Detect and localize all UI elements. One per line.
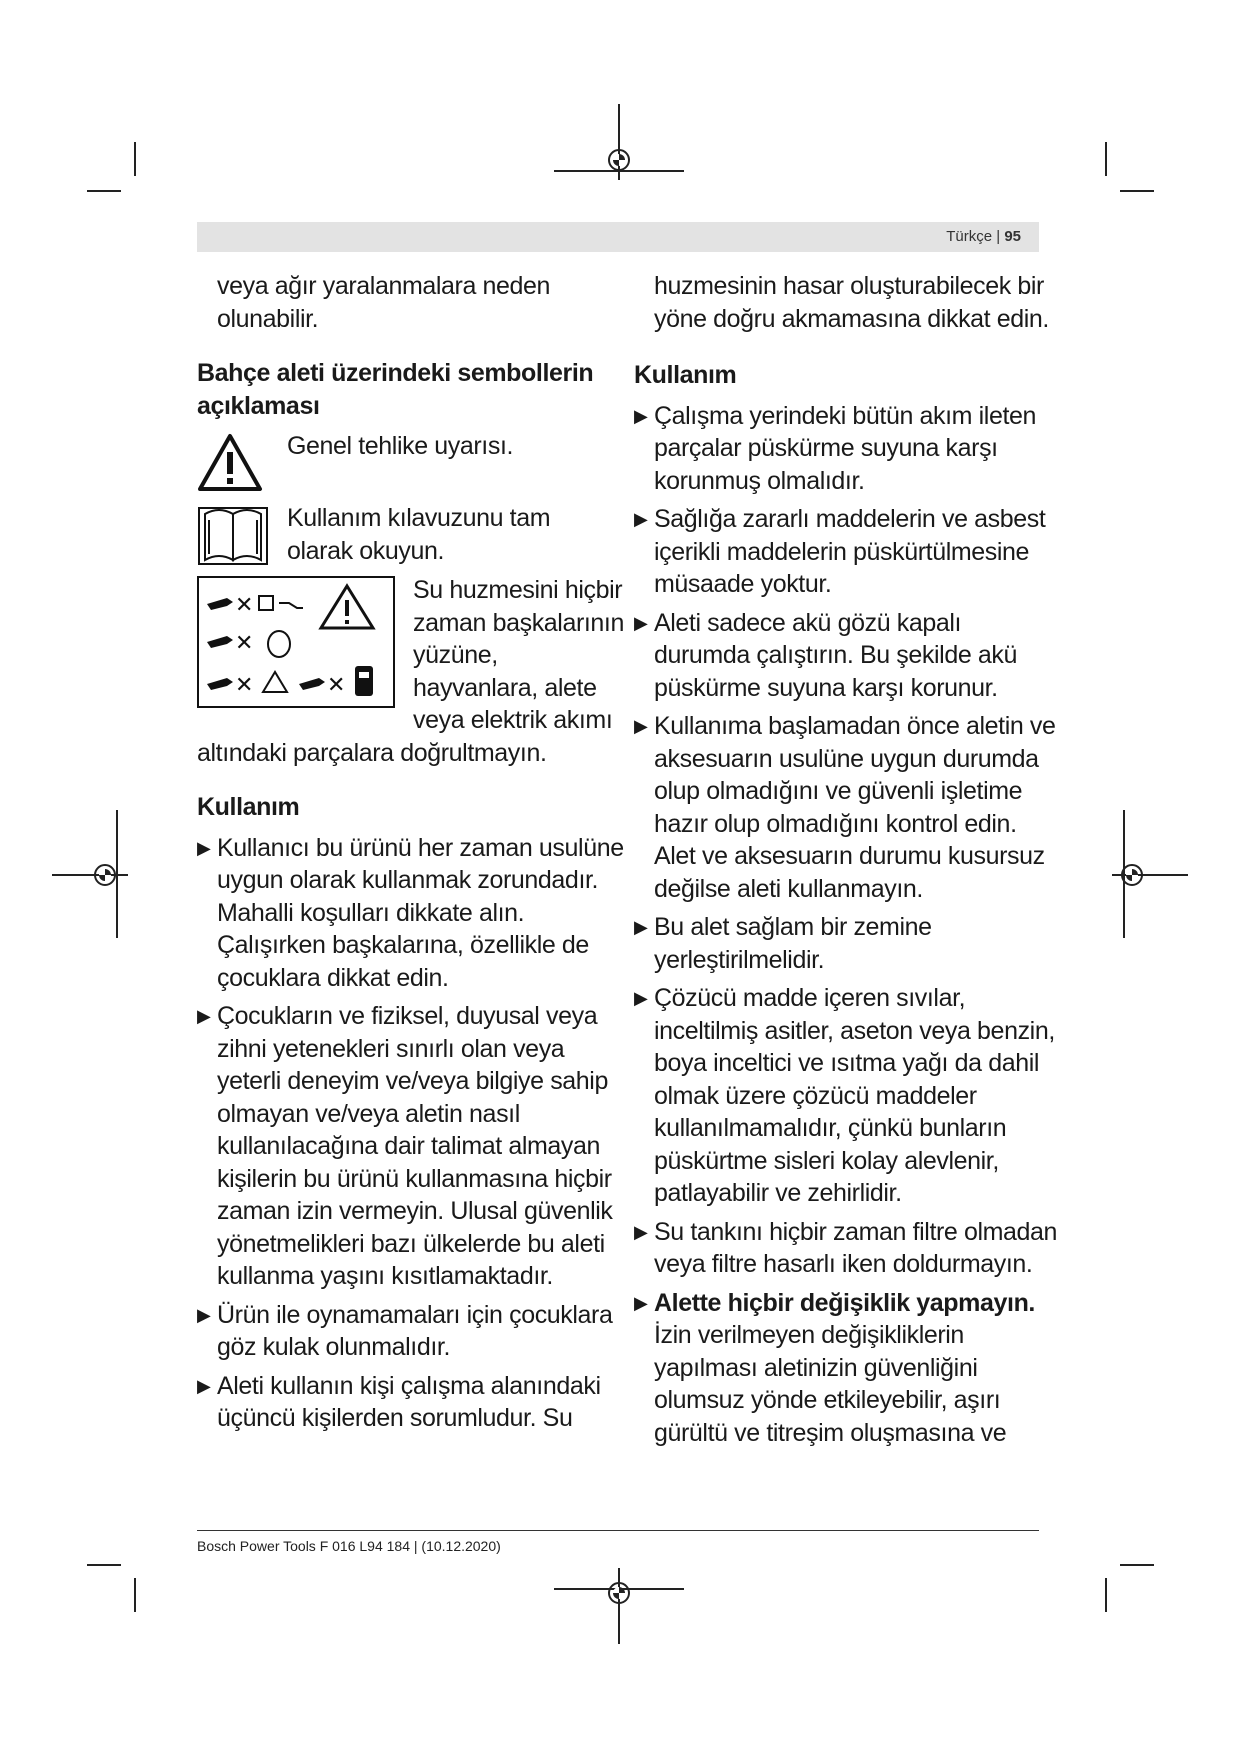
list-item-text: İzin verilmeyen değişikliklerin yapılması aletinizin güvenliğini olumsuz yönde etkileyebilir, aşırı gürültü ve titreşim oluşmasına ve	[654, 1321, 1007, 1447]
list-item-text: Kullanıma başlamadan önce aletin ve aksesuarın usulüne uygun durumda olup olmadığını ve güvenli işletime hazır olup olmadığını kontrol edin. Alet ve aksesuarın durumu kusursuz değilse aleti kullanmayın.	[654, 712, 1056, 903]
page-number: 95	[1004, 228, 1021, 245]
bullet-arrow-icon: ▶	[634, 509, 648, 529]
crop-mark-bottom-left-h	[87, 1564, 121, 1566]
bullet-arrow-icon: ▶	[634, 716, 648, 736]
crop-mark-bottom-right-h	[1120, 1564, 1154, 1566]
list-item-text: Aleti sadece akü gözü kapalı durumda çalıştırın. Bu şekilde akü püskürme suyuna karşı korunur.	[654, 608, 1017, 702]
footer-text: Bosch Power Tools F 016 L94 184 | (10.12.2020)	[197, 1538, 501, 1554]
symbol-manual-text: Kullanım kılavuzunu tam olarak okuyun.	[287, 504, 551, 565]
symbol-row-manual	[197, 502, 627, 574]
warning-triangle-icon	[197, 432, 263, 492]
bullet-arrow-icon: ▶	[634, 917, 648, 937]
svg-text:✕: ✕	[327, 673, 346, 698]
list-item	[197, 1299, 627, 1364]
bullet-arrow-icon: ▶	[634, 405, 648, 426]
right-usage-heading: Kullanım	[634, 361, 737, 389]
left-column	[197, 270, 627, 1441]
header-separator: |	[996, 228, 1001, 245]
list-item	[634, 1216, 1060, 1281]
list-item-text: Çözücü madde içeren sıvılar, inceltilmiş asitler, aseton veya benzin, boya inceltici ve ısıtma yağı da dahil olmak üzere çözücü maddeler kullanılmamalıdır, çünkü bunların püskürtme sisleri kolay alevlenir, patlayabilir ve zehirlidir.	[654, 984, 1055, 1207]
symbol-row-spray	[197, 574, 627, 769]
bullet-arrow-icon: ▶	[197, 1375, 211, 1396]
svg-text:✕: ✕	[235, 673, 254, 698]
right-usage-list	[634, 400, 1060, 1450]
symbol-spray-text: Su huzmesini hiçbir zaman başkalarının yüzüne, hayvanlara, alete veya elektrik akımı altındaki parçalara doğrultmayın.	[197, 576, 624, 767]
spray-restrictions-icon	[197, 576, 395, 708]
bullet-arrow-icon: ▶	[197, 1304, 211, 1325]
list-item	[197, 1370, 627, 1435]
bullet-arrow-icon: ▶	[634, 612, 648, 633]
list-item	[634, 982, 1060, 1210]
bullet-arrow-icon: ▶	[634, 1292, 648, 1313]
crop-mark-top-right-v	[1105, 142, 1107, 176]
list-item-text: Bu alet sağlam bir zemine yerleştirilmelidir.	[654, 913, 932, 974]
list-item	[634, 1287, 1060, 1450]
registration-mark-left-icon	[94, 864, 116, 886]
left-usage-list	[197, 832, 627, 1435]
list-item-bold-text: Alette hiçbir değişiklik yapmayın.	[654, 1288, 1035, 1317]
list-item-text: Ürün ile oynamamaları için çocuklara göz kulak olunmalıdır.	[217, 1300, 613, 1361]
registration-mark-bottom-icon	[608, 1582, 630, 1604]
list-item	[197, 832, 627, 995]
symbol-row-warning	[197, 430, 627, 502]
bullet-arrow-icon: ▶	[634, 988, 648, 1008]
bullet-arrow-icon: ▶	[197, 837, 211, 858]
list-item-text: Çocukların ve fiziksel, duyusal veya zihni yetenekleri sınırlı olan veya yeterli deneyim ve/veya bilgiye sahip olmayan ve/veya aletin nasıl kullanılacağına dair talimat almayan kişilerin bu ürünü kullanmasına hiçbir zaman izin vermeyin. Ulusal güvenlik yönetmelikleri bazı ülkelerde bu aleti kullanma yaşını kısıtlamaktadır.	[217, 1002, 613, 1290]
right-intro-text: huzmesinin hasar oluşturabilecek bir yöne doğru akmamasına dikkat edin.	[654, 272, 1049, 333]
list-item	[634, 710, 1060, 905]
footer-rule	[197, 1530, 1039, 1531]
list-item	[197, 1000, 627, 1293]
list-item-text: Sağlığa zararlı maddelerin ve asbest içerikli maddelerin püskürtülmesine müsaade yoktur.	[654, 505, 1046, 598]
header-text	[946, 228, 1021, 245]
bullet-arrow-icon: ▶	[634, 1221, 648, 1242]
reg-bottom-line-v	[618, 1568, 620, 1644]
list-item-text: Aleti kullanın kişi çalışma alanındaki üçüncü kişilerden sorumludur. Su	[217, 1371, 601, 1432]
crop-mark-top-left-v	[134, 142, 136, 176]
symbol-warning-text: Genel tehlike uyarısı.	[287, 432, 514, 460]
list-item	[634, 400, 1060, 498]
left-intro-text: veya ağır yaralanmalara neden olunabilir.	[217, 272, 551, 333]
bullet-arrow-icon: ▶	[197, 1006, 211, 1026]
manual-book-icon	[197, 500, 269, 566]
list-item	[634, 607, 1060, 705]
svg-text:✕: ✕	[235, 593, 254, 618]
reg-left-line-h	[52, 874, 128, 876]
crop-mark-bottom-left-v	[134, 1578, 136, 1612]
crop-mark-top-right-h	[1120, 190, 1154, 192]
right-column	[634, 270, 1060, 1455]
symbols-heading: Bahçe aleti üzerindeki sembollerin açıklaması	[197, 359, 594, 420]
crop-mark-bottom-right-v	[1105, 1578, 1107, 1612]
list-item	[634, 911, 1060, 976]
list-item-text: Kullanıcı bu ürünü her zaman usulüne uygun olarak kullanmak zorundadır. Mahalli koşulları dikkate alın. Çalışırken başkalarına, özellikle de çocuklara dikkat edin.	[217, 833, 624, 992]
registration-mark-right-icon	[1121, 864, 1143, 886]
registration-mark-top-icon	[608, 149, 630, 171]
svg-text:✕: ✕	[235, 631, 254, 656]
header-language: Türkçe	[946, 228, 993, 245]
list-item	[634, 503, 1060, 601]
page-header	[197, 222, 1039, 252]
left-usage-heading: Kullanım	[197, 793, 300, 821]
list-item-text: Çalışma yerindeki bütün akım ileten parçalar püskürme suyuna karşı korunmuş olmalıdır.	[654, 401, 1037, 495]
crop-mark-top-left-h	[87, 190, 121, 192]
list-item-text: Su tankını hiçbir zaman filtre olmadan veya filtre hasarlı iken doldurmayın.	[654, 1217, 1058, 1278]
